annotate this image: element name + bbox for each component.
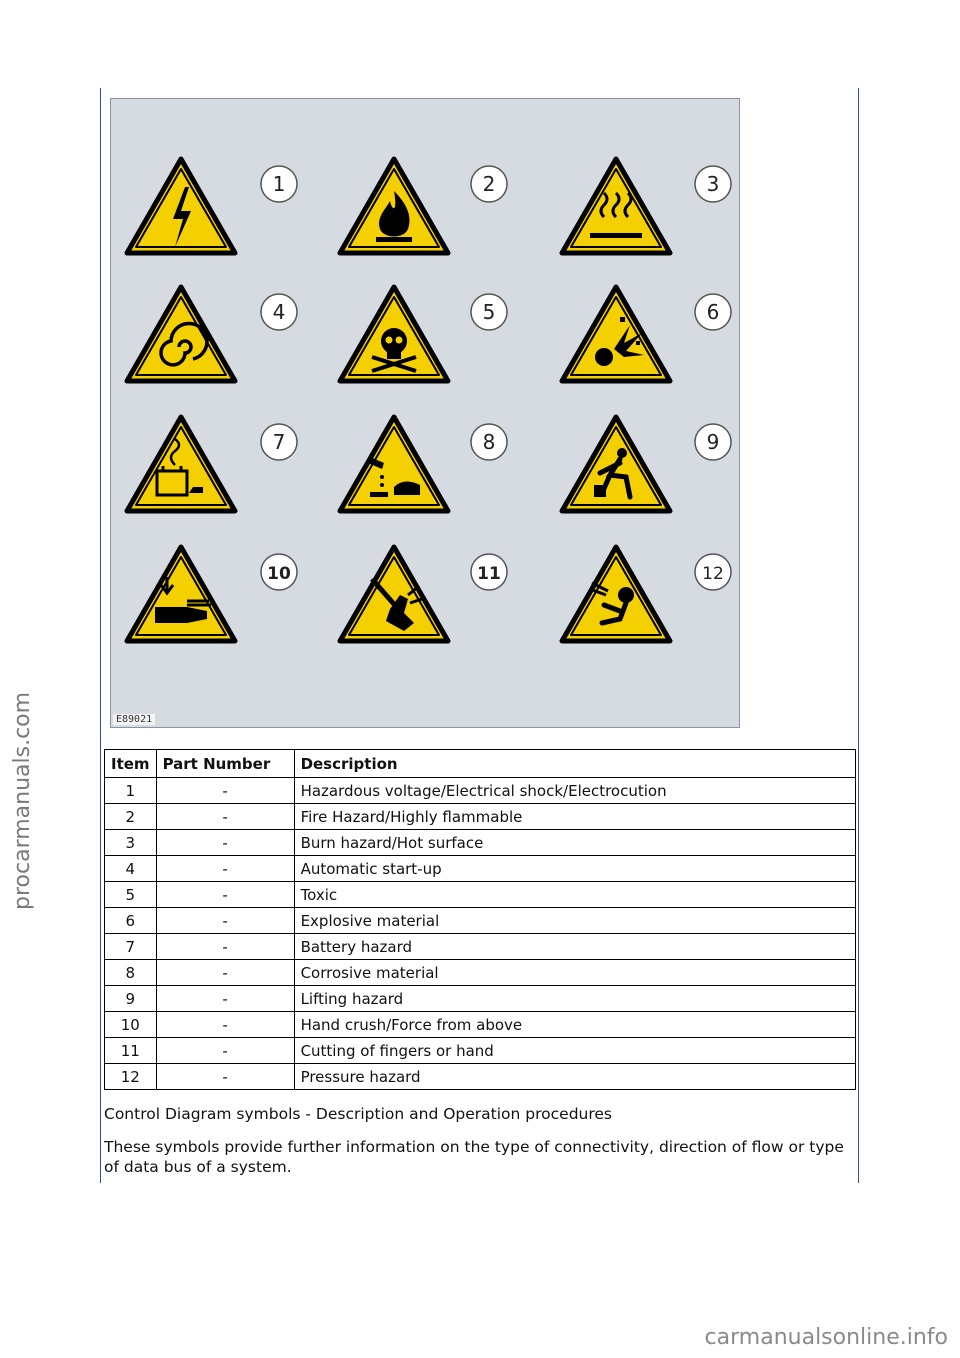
toxic-skull-icon — [340, 287, 448, 381]
table-row — [105, 1038, 856, 1064]
cell-description: Hand crush/Force from above — [294, 1012, 855, 1038]
cell-part-number: - — [156, 830, 294, 856]
cell-description: Corrosive material — [294, 960, 855, 986]
cell-description: Hazardous voltage/Electrical shock/Electrocution — [294, 778, 855, 804]
table-row — [105, 1012, 856, 1038]
header-item: Item — [105, 750, 157, 778]
cell-item: 4 — [105, 856, 157, 882]
table-header-row — [105, 750, 856, 778]
section-caption: Control Diagram symbols - Description and Operation procedures — [104, 1105, 613, 1123]
cell-part-number: - — [156, 804, 294, 830]
page-frame-left — [100, 88, 101, 1183]
cell-part-number: - — [156, 1064, 294, 1090]
table-row — [105, 778, 856, 804]
bottom-watermark: carmanualsonline.info — [704, 1325, 948, 1350]
table-row — [105, 882, 856, 908]
cell-item: 12 — [105, 1064, 157, 1090]
header-part-number: Part Number — [156, 750, 294, 778]
figure-code: E89021 — [113, 714, 155, 725]
explosive-icon — [562, 287, 670, 381]
electrical-shock-icon — [127, 159, 235, 253]
callout-number: 2 — [482, 172, 496, 196]
cell-item: 5 — [105, 882, 157, 908]
cell-item: 6 — [105, 908, 157, 934]
callout-number: 11 — [477, 564, 501, 584]
table-row — [105, 1064, 856, 1090]
battery-hazard-icon — [127, 417, 235, 511]
callout-number: 12 — [702, 564, 724, 584]
cell-item: 7 — [105, 934, 157, 960]
cell-item: 3 — [105, 830, 157, 856]
hot-surface-icon — [562, 159, 670, 253]
body-paragraph: These symbols provide further information on the type of connectivity, direction of flow or type of data bus of a system. — [104, 1138, 844, 1176]
side-watermark: procarmanuals.com — [10, 691, 35, 910]
callout-number: 3 — [706, 172, 720, 196]
cell-description: Lifting hazard — [294, 986, 855, 1012]
page-frame-right — [858, 88, 859, 1183]
table-row — [105, 830, 856, 856]
hazard-table — [104, 749, 856, 1090]
cell-item: 8 — [105, 960, 157, 986]
cell-part-number: - — [156, 986, 294, 1012]
callout-number: 9 — [706, 430, 720, 454]
callout-number: 4 — [272, 300, 286, 324]
cell-part-number: - — [156, 1012, 294, 1038]
cell-description: Automatic start-up — [294, 856, 855, 882]
table-row — [105, 934, 856, 960]
callout-number: 5 — [482, 300, 496, 324]
cell-part-number: - — [156, 1038, 294, 1064]
callout-number: 6 — [706, 300, 720, 324]
hand-crush-icon — [127, 547, 235, 641]
callout-number: 7 — [272, 430, 286, 454]
cell-item: 9 — [105, 986, 157, 1012]
cell-part-number: - — [156, 908, 294, 934]
table-row — [105, 856, 856, 882]
table-row — [105, 804, 856, 830]
cell-item: 11 — [105, 1038, 157, 1064]
hazard-symbols-figure — [110, 98, 740, 728]
cell-description: Burn hazard/Hot surface — [294, 830, 855, 856]
cell-part-number: - — [156, 882, 294, 908]
cell-description: Toxic — [294, 882, 855, 908]
callout-number: 1 — [272, 172, 286, 196]
header-description: Description — [294, 750, 855, 778]
cell-item: 1 — [105, 778, 157, 804]
cutting-hand-icon — [340, 547, 448, 641]
cell-part-number: - — [156, 960, 294, 986]
cell-description: Pressure hazard — [294, 1064, 855, 1090]
fire-flame-icon — [340, 159, 448, 253]
cell-description: Cutting of fingers or hand — [294, 1038, 855, 1064]
callout-number: 8 — [482, 430, 496, 454]
corrosive-icon — [340, 417, 448, 511]
lifting-hazard-icon — [562, 417, 670, 511]
cell-description: Fire Hazard/Highly flammable — [294, 804, 855, 830]
pressure-hazard-icon — [562, 547, 670, 641]
automatic-start-icon — [127, 287, 235, 381]
callout-number: 10 — [267, 564, 291, 584]
cell-part-number: - — [156, 934, 294, 960]
table-row — [105, 908, 856, 934]
cell-description: Explosive material — [294, 908, 855, 934]
cell-description: Battery hazard — [294, 934, 855, 960]
cell-item: 10 — [105, 1012, 157, 1038]
cell-part-number: - — [156, 856, 294, 882]
cell-part-number: - — [156, 778, 294, 804]
table-row — [105, 986, 856, 1012]
hazard-symbols-grid — [111, 99, 741, 729]
cell-item: 2 — [105, 804, 157, 830]
table-row — [105, 960, 856, 986]
